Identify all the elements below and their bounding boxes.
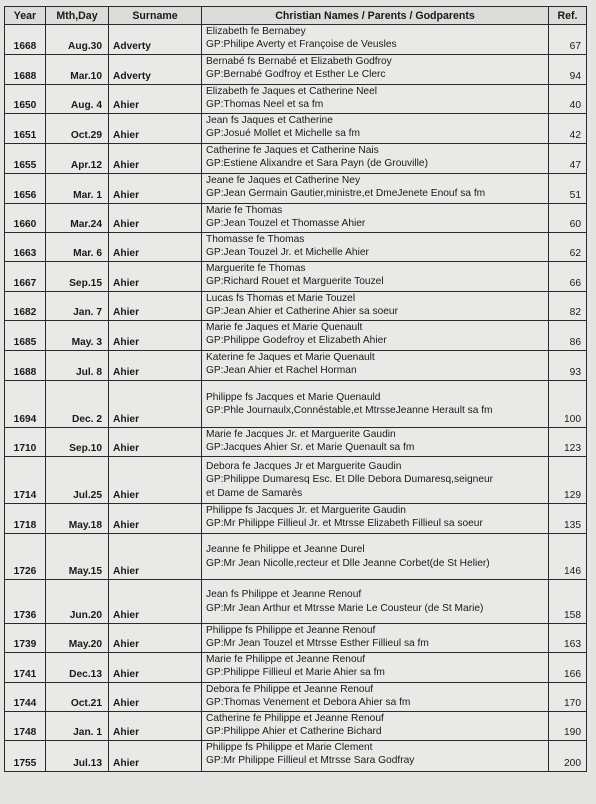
cell-year: 1726 xyxy=(5,534,46,580)
header-month-day: Mth,Day xyxy=(46,7,109,25)
cell-year: 1755 xyxy=(5,741,46,772)
cell-month-day: Oct.21 xyxy=(46,683,109,712)
table-row xyxy=(5,114,587,144)
cell-year: 1663 xyxy=(5,233,46,262)
header-names: Christian Names / Parents / Godparents xyxy=(202,7,549,25)
godparents: GP:Mr Philippe Fillieul et Mtrsse Sara Godfray xyxy=(206,755,415,767)
godparents: GP:Jean Touzel et Thomasse Ahier xyxy=(206,218,366,230)
cell-year: 1741 xyxy=(5,653,46,683)
cell-year: 1688 xyxy=(5,55,46,85)
cell-ref: 51 xyxy=(549,174,587,204)
cell-names xyxy=(202,504,549,534)
cell-names xyxy=(202,233,549,262)
christian-names: Jean fs Philippe et Jeanne Renouf xyxy=(206,589,362,601)
cell-names xyxy=(202,683,549,712)
cell-year: 1660 xyxy=(5,204,46,233)
cell-month-day: May.18 xyxy=(46,504,109,534)
header-surname: Surname xyxy=(109,7,202,25)
cell-names xyxy=(202,741,549,772)
cell-ref: 100 xyxy=(549,381,587,428)
cell-ref: 135 xyxy=(549,504,587,534)
godparents: GP:Philippe Godefroy et Elizabeth Ahier xyxy=(206,335,387,347)
godparents: GP:Mr Jean Touzel et Mtrsse Esther Fillieul sa fm xyxy=(206,638,429,650)
godparents: GP:Jean Touzel Jr. et Michelle Ahier xyxy=(206,247,369,259)
christian-names: Catherine fe Philippe et Jeanne Renouf xyxy=(206,713,384,724)
godparents: GP:Bernabé Godfroy et Esther Le Clerc xyxy=(206,69,386,81)
cell-month-day: Dec. 2 xyxy=(46,381,109,428)
cell-month-day: Mar.10 xyxy=(46,55,109,85)
cell-ref: 200 xyxy=(549,741,587,772)
cell-ref: 82 xyxy=(549,292,587,321)
table-row xyxy=(5,712,587,741)
cell-ref: 123 xyxy=(549,428,587,457)
godparents: GP:Philippe Dumaresq Esc. Et Dlle Debora Dumaresq,seigneur xyxy=(206,474,494,486)
godparents: GP:Thomas Neel et sa fm xyxy=(206,99,324,111)
cell-ref: 94 xyxy=(549,55,587,85)
cell-names xyxy=(202,321,549,351)
cell-ref: 158 xyxy=(549,580,587,624)
christian-names: Catherine fe Jaques et Catherine Nais xyxy=(206,145,379,156)
cell-surname: Ahier xyxy=(109,457,202,504)
table-row xyxy=(5,381,587,428)
table-row xyxy=(5,351,587,381)
table-row xyxy=(5,204,587,233)
cell-month-day: Sep.10 xyxy=(46,428,109,457)
table-row xyxy=(5,653,587,683)
cell-surname: Ahier xyxy=(109,321,202,351)
cell-ref: 47 xyxy=(549,144,587,174)
baptism-register-table xyxy=(4,6,587,772)
cell-surname: Ahier xyxy=(109,712,202,741)
cell-surname: Ahier xyxy=(109,85,202,114)
cell-month-day: Aug. 4 xyxy=(46,85,109,114)
christian-names: Thomasse fe Thomas xyxy=(206,234,305,245)
cell-ref: 163 xyxy=(549,624,587,653)
cell-ref: 190 xyxy=(549,712,587,741)
table-row xyxy=(5,580,587,624)
table-row xyxy=(5,55,587,85)
cell-year: 1748 xyxy=(5,712,46,741)
godparents: GP:Jean Germain Gautier,ministre,et DmeJenete Enouf sa fm xyxy=(206,188,486,200)
table-row xyxy=(5,144,587,174)
cell-year: 1694 xyxy=(5,381,46,428)
cell-ref: 146 xyxy=(549,534,587,580)
cell-ref: 93 xyxy=(549,351,587,381)
cell-month-day: Oct.29 xyxy=(46,114,109,144)
cell-names xyxy=(202,114,549,144)
christian-names: Marie fe Thomas xyxy=(206,205,283,216)
table-row xyxy=(5,741,587,772)
register-page xyxy=(4,6,592,772)
cell-names xyxy=(202,292,549,321)
cell-ref: 166 xyxy=(549,653,587,683)
godparents: GP:Jean Ahier et Rachel Horman xyxy=(206,365,357,377)
christian-names: Debora fe Jacques Jr et Marguerite Gaudin xyxy=(206,461,402,473)
cell-surname: Ahier xyxy=(109,144,202,174)
cell-surname: Ahier xyxy=(109,653,202,683)
cell-surname: Ahier xyxy=(109,580,202,624)
cell-year: 1688 xyxy=(5,351,46,381)
cell-year: 1655 xyxy=(5,144,46,174)
cell-surname: Ahier xyxy=(109,741,202,772)
cell-year: 1710 xyxy=(5,428,46,457)
cell-names xyxy=(202,144,549,174)
christian-names: Katerine fe Jaques et Marie Quenault xyxy=(206,352,375,363)
christian-names: Marie fe Jaques et Marie Quenault xyxy=(206,322,363,333)
table-row xyxy=(5,683,587,712)
cell-surname: Ahier xyxy=(109,174,202,204)
godparents: GP:Estiene Alixandre et Sara Payn (de Grouville) xyxy=(206,158,428,170)
table-row xyxy=(5,292,587,321)
cell-surname: Adverty xyxy=(109,25,202,55)
cell-year: 1656 xyxy=(5,174,46,204)
table-row xyxy=(5,25,587,55)
cell-surname: Ahier xyxy=(109,683,202,712)
cell-ref: 67 xyxy=(549,25,587,55)
godparents: GP:Jacques Ahier Sr. et Marie Quenault sa fm xyxy=(206,442,415,454)
godparents: GP:Thomas Venement et Debora Ahier sa fm xyxy=(206,697,411,709)
cell-month-day: May.15 xyxy=(46,534,109,580)
header-ref: Ref. xyxy=(549,7,587,25)
christian-names: Jean fs Jaques et Catherine xyxy=(206,115,333,126)
cell-year: 1685 xyxy=(5,321,46,351)
godparents: GP:Josué Mollet et Michelle sa fm xyxy=(206,128,361,140)
cell-names xyxy=(202,534,549,580)
christian-names: Debora fe Philippe et Jeanne Renouf xyxy=(206,684,374,695)
cell-ref: 40 xyxy=(549,85,587,114)
cell-month-day: Mar. 6 xyxy=(46,233,109,262)
table-row xyxy=(5,457,587,504)
godparents: GP:Mr Philippe Fillieul Jr. et Mtrsse Elizabeth Fillieul sa soeur xyxy=(206,518,483,530)
cell-surname: Ahier xyxy=(109,381,202,428)
cell-names xyxy=(202,624,549,653)
table-row xyxy=(5,85,587,114)
godparents-continued: et Dame de Samarès xyxy=(206,487,303,499)
header-row xyxy=(5,7,587,25)
cell-year: 1682 xyxy=(5,292,46,321)
cell-ref: 60 xyxy=(549,204,587,233)
cell-month-day: Jun.20 xyxy=(46,580,109,624)
cell-names xyxy=(202,351,549,381)
christian-names: Philippe fs Philippe et Marie Clement xyxy=(206,742,373,753)
cell-names xyxy=(202,204,549,233)
cell-surname: Ahier xyxy=(109,351,202,381)
cell-surname: Ahier xyxy=(109,233,202,262)
godparents: GP:Philippe Ahier et Catherine Bichard xyxy=(206,726,382,738)
christian-names: Philippe fs Philippe et Jeanne Renouf xyxy=(206,625,376,636)
christian-names: Marie fe Philippe et Jeanne Renouf xyxy=(206,654,366,665)
cell-names xyxy=(202,428,549,457)
cell-month-day: Dec.13 xyxy=(46,653,109,683)
cell-year: 1650 xyxy=(5,85,46,114)
christian-names: Jeane fe Jaques et Catherine Ney xyxy=(206,175,361,186)
cell-names xyxy=(202,55,549,85)
cell-surname: Ahier xyxy=(109,262,202,292)
cell-names xyxy=(202,381,549,428)
christian-names: Jeanne fe Philippe et Jeanne Durel xyxy=(206,544,365,556)
cell-ref: 86 xyxy=(549,321,587,351)
cell-surname: Ahier xyxy=(109,504,202,534)
cell-month-day: Mar. 1 xyxy=(46,174,109,204)
cell-month-day: Jul.25 xyxy=(46,457,109,504)
header-year: Year xyxy=(5,7,46,25)
godparents: GP:Mr Jean Arthur et Mtrsse Marie Le Cousteur (de St Marie) xyxy=(206,602,484,614)
cell-year: 1667 xyxy=(5,262,46,292)
cell-names xyxy=(202,174,549,204)
cell-ref: 42 xyxy=(549,114,587,144)
christian-names: Elizabeth fe Bernabey xyxy=(206,26,306,37)
christian-names: Marie fe Jacques Jr. et Marguerite Gaudin xyxy=(206,429,396,440)
cell-ref: 66 xyxy=(549,262,587,292)
cell-year: 1744 xyxy=(5,683,46,712)
godparents: GP:Philippe Fillieul et Marie Ahier sa fm xyxy=(206,667,385,679)
cell-year: 1718 xyxy=(5,504,46,534)
cell-surname: Ahier xyxy=(109,534,202,580)
christian-names: Elizabeth fe Jaques et Catherine Neel xyxy=(206,86,378,97)
table-row xyxy=(5,504,587,534)
table-row xyxy=(5,233,587,262)
cell-year: 1739 xyxy=(5,624,46,653)
cell-month-day: Jul.13 xyxy=(46,741,109,772)
christian-names: Lucas fs Thomas et Marie Touzel xyxy=(206,293,356,304)
godparents: GP:Philipe Averty et Françoise de Veusles xyxy=(206,39,397,51)
cell-ref: 129 xyxy=(549,457,587,504)
cell-month-day: Aug.30 xyxy=(46,25,109,55)
cell-year: 1651 xyxy=(5,114,46,144)
cell-month-day: May.20 xyxy=(46,624,109,653)
cell-surname: Ahier xyxy=(109,624,202,653)
cell-surname: Ahier xyxy=(109,428,202,457)
cell-names xyxy=(202,653,549,683)
cell-year: 1714 xyxy=(5,457,46,504)
cell-year: 1736 xyxy=(5,580,46,624)
christian-names: Marguerite fe Thomas xyxy=(206,263,306,274)
cell-month-day: Jul. 8 xyxy=(46,351,109,381)
table-row xyxy=(5,174,587,204)
cell-month-day: Jan. 1 xyxy=(46,712,109,741)
cell-month-day: Sep.15 xyxy=(46,262,109,292)
cell-month-day: May. 3 xyxy=(46,321,109,351)
godparents: GP:Jean Ahier et Catherine Ahier sa soeur xyxy=(206,306,398,318)
godparents: GP:Phle Journaulx,Connéstable,et MtrsseJeanne Herault sa fm xyxy=(206,405,493,416)
godparents: GP:Mr Jean Nicolle,recteur et Dlle Jeanne Corbet(de St Helier) xyxy=(206,557,490,569)
christian-names: Philippe fs Jacques Jr. et Marguerite Gaudin xyxy=(206,505,406,516)
godparents: GP:Richard Rouet et Marguerite Touzel xyxy=(206,276,384,288)
cell-surname: Ahier xyxy=(109,292,202,321)
cell-month-day: Jan. 7 xyxy=(46,292,109,321)
cell-surname: Ahier xyxy=(109,204,202,233)
table-row xyxy=(5,534,587,580)
register-body xyxy=(5,25,587,772)
table-row xyxy=(5,428,587,457)
cell-ref: 170 xyxy=(549,683,587,712)
cell-names xyxy=(202,580,549,624)
cell-month-day: Apr.12 xyxy=(46,144,109,174)
cell-surname: Ahier xyxy=(109,114,202,144)
cell-names xyxy=(202,712,549,741)
cell-ref: 62 xyxy=(549,233,587,262)
table-row xyxy=(5,624,587,653)
cell-names xyxy=(202,25,549,55)
christian-names: Bernabé fs Bernabé et Elizabeth Godfroy xyxy=(206,56,392,67)
cell-surname: Adverty xyxy=(109,55,202,85)
cell-names xyxy=(202,85,549,114)
cell-names xyxy=(202,262,549,292)
table-row xyxy=(5,262,587,292)
table-row xyxy=(5,321,587,351)
cell-year: 1668 xyxy=(5,25,46,55)
christian-names: Philippe fs Jacques et Marie Quenauld xyxy=(206,391,381,403)
cell-names xyxy=(202,457,549,504)
cell-month-day: Mar.24 xyxy=(46,204,109,233)
